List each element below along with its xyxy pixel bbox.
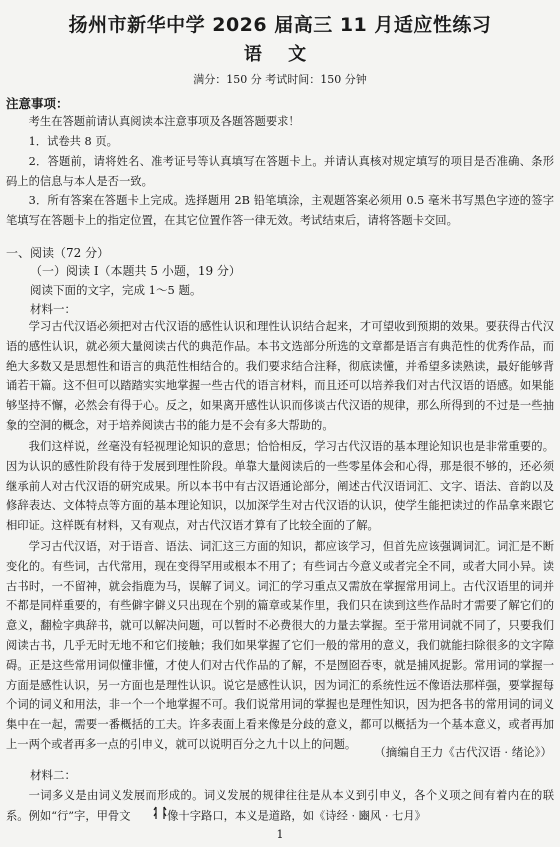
material-1-paragraph-2: 我们这样说，丝毫没有轻视理论知识的意思；恰恰相反，学习古代汉语的基本理论知识也是非常重要的。因为认识的感性阶段有待于发展到理性阶段。单靠大量阅读后的一些零星体会和心得，那是很不够的，还必须继承前人对古代汉语的研究成果。所以本书中有古汉语通论部分，阐述古代汉语词汇、文字、语法、音韵以及修辞表达、文体特点等方面的基本理论知识，以加深学生对古代汉语的认识，使学生能把读过的作品拿来跟它相印证。这样既有材料，又有观点，对古代汉语才算有了比较全面的了解。 [6, 440, 554, 533]
material-1-paragraph-1: 学习古代汉语必须把对古代汉语的感性认识和理性认识结合起来，才可望收到预期的效果。要获得古代汉语的感性认识，就必须大量阅读古代的典范作品。本书文选部分所选的文章都是语言有典范性的优秀作品，而绝大多数又是思想性和语言的典范性相结合的。我们要求结合注释，彻底读懂，并希望多读熟读，最好能够背诵若干篇。这不但可以踏踏实实地掌握一些古代的语言材料，而且还可以培养我们对古代汉语的语感。如果能够坚持不懈，必然会有得于心。反之，如果离开感性认识而侈谈古代汉语的规律，那么所得到的不过是一些抽象的空洞的概念，对于培养阅读古书的能力是不会有多大帮助的。 [6, 320, 554, 432]
page-number: 1 [276, 828, 284, 841]
notice-item-3: 3．所有答案在答题卡上完成。选择题用 2B 铅笔填涂，主观题答案必须用 0.5 毫米书写黑色字迹的签字笔填写在答题卡上的指定位置，在其它位置作答一律无效。考试结束后，请将答题卡交回。 [6, 194, 554, 227]
page-title: 扬州市新华中学 2026 届高三 11 月适应性练习 [68, 14, 492, 36]
notice-heading: 注意事项： [6, 96, 69, 111]
oracle-bone-xing-glyph-icon [131, 806, 168, 827]
material-2-text-after-glyph: 像十字路口，本义是道路，如《诗经 · 豳风 · 七月》 [167, 809, 426, 823]
material-1-paragraph-3: 学习古代汉语，对于语音、语法、词汇这三方面的知识，都应该学习，但首先应该强调词汇。词汇是不断变化的。有些词，古代常用，现在变得罕用或根本不用了；有些词古今意义或者完全不同，或者大同小异。读古书时，一不留神，就会指鹿为马，误解了词义。词汇的学习重点又需放在掌握常用词上。古代汉语里的词并不都是同样重要的，有些僻字僻义只出现在个别的篇章或某作里，我们只在读到这些作品时才需要了解它们的意义，翻检字典辞书，就可以解决问题，可以暂时不必费很大的力量去掌握。至于常用词就不同了，只要我们阅读古书，几乎无时无地不和它们接触；我们如果掌握了它们一般的常用的意义，我们就能扫除很多的文字障碍。正是这些常用词似懂非懂，才使人们对古代作品的了解，不是囫囵吞枣，就是捕风捉影。常用词的掌握一方面是感性认识，另一方面也是理性认识。说它是感性认识，因为词汇的系统性远不像语法那样强，要掌握每个词的词义和用法，非一个一个地掌握不可。我们说常用词的掌握也是理性知识，因为把各书的常用词的词义集中在一起，需要一番概括的工夫。许多表面上看来像是分歧的意义，都可以概括为一个基本意义，或者再加上一两个或者再多一点的引申义，就可以说明百分之九十以上的问题。 [6, 540, 554, 751]
notice-intro: 考生在答题前请认真阅读本注意事项及各题答题要求！ [28, 115, 300, 128]
subject-heading: 语 文 [243, 44, 317, 65]
material-1-label: 材料一： [30, 302, 76, 316]
material-2-text-before-glyph: 一词多义是由词义发展而形成的。词义发展的规律往往是从本义到引申义，各个义项之间有着内在的联系。例如“行”字，甲骨文 [6, 789, 554, 823]
source-citation: （摘编自王力《古代汉语 · 绪论》） [374, 745, 552, 759]
material-2-label: 材料二： [30, 768, 76, 782]
score-and-time-line: 满分：150 分 考试时间：150 分钟 [193, 73, 367, 86]
sub-section-heading: （一）阅读 I（本题共 5 小题，19 分） [30, 264, 241, 278]
material-2-paragraph-1 [6, 786, 554, 827]
notice-item-1: 1．试卷共 8 页。 [28, 135, 118, 148]
section-heading: 一、阅读（72 分） [6, 246, 110, 260]
notice-item-2: 2．答题前，请将姓名、准考证号等认真填写在答题卡上。并请认真核对规定填写的项目是否准确、条形码上的信息与本人是否一致。 [6, 155, 554, 188]
reading-instruction: 阅读下面的文字，完成 1～5 题。 [30, 283, 202, 297]
